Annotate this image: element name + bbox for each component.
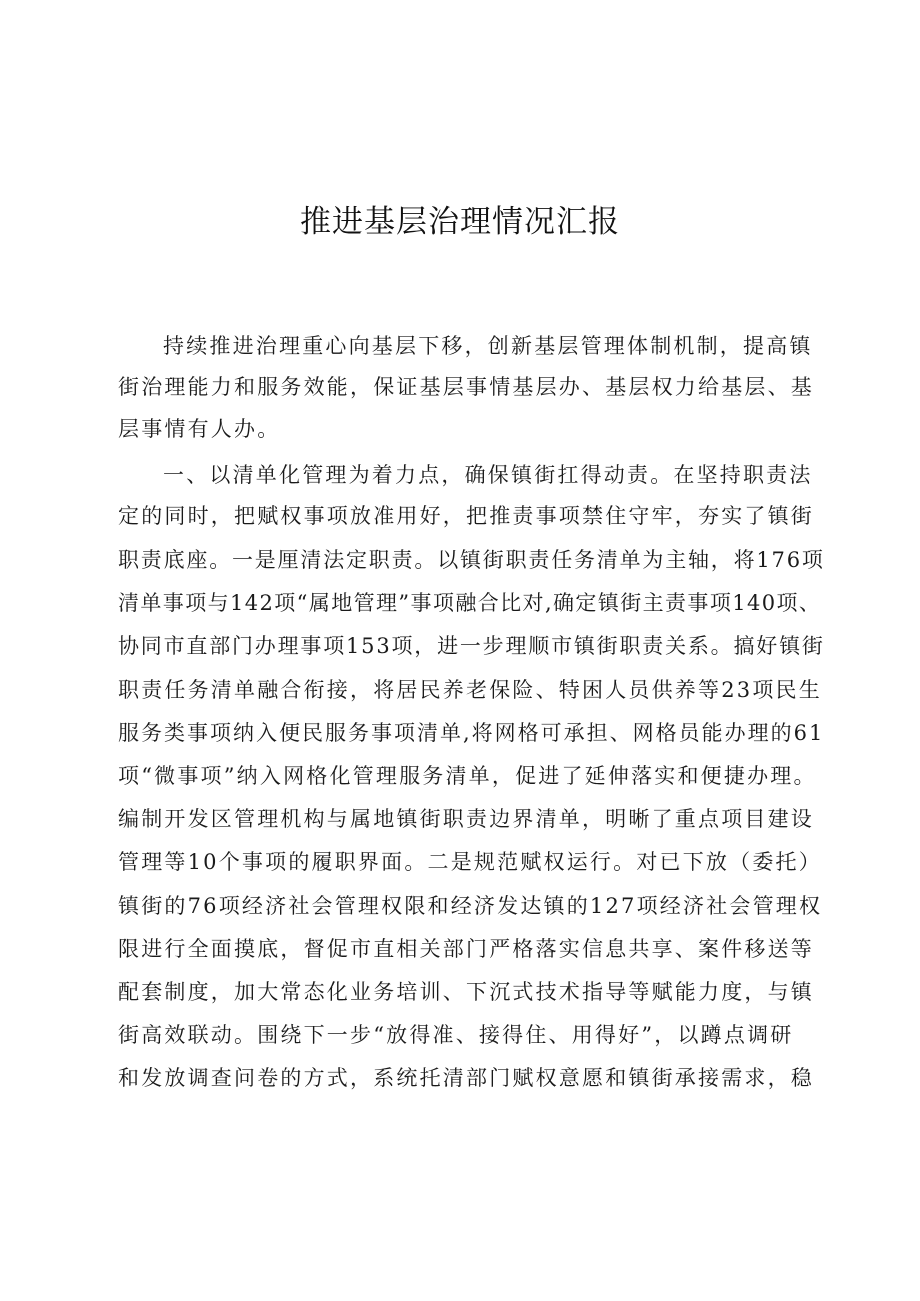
paragraph-line: 街治理能力和服务效能，保证基层事情基层办、基层权力给基层、基	[118, 375, 814, 399]
document-title: 推进基层治理情况汇报	[300, 204, 620, 240]
paragraph-line: 职责任务清单融合衔接，将居民养老保险、特困人员供养等23项民生	[118, 678, 822, 702]
paragraph-line: 限进行全面摸底，督促市直相关部门严格落实信息共享、案件移送等	[118, 937, 814, 961]
paragraph-line: 服务类事项纳入便民服务事项清单,将网格可承担、网格员能办理的61	[118, 721, 825, 745]
paragraph-line: 定的同时，把赋权事项放准用好，把推责事项禁住守牢，夯实了镇街	[118, 504, 814, 528]
paragraph-line: 一、以清单化管理为着力点，确保镇街扛得动责。在坚持职责法	[163, 463, 813, 487]
paragraph-line: 配套制度，加大常态化业务培训、下沉式技术指导等赋能力度，与镇	[118, 980, 814, 1004]
paragraph-line: 职责底座。一是厘清法定职责。以镇街职责任务清单为主轴，将176项	[118, 548, 825, 572]
paragraph-line: 和发放调查问卷的方式，系统托清部门赋权意愿和镇街承接需求，稳	[118, 1066, 814, 1090]
paragraph-line: 持续推进治理重心向基层下移，创新基层管理体制机制，提高镇	[163, 334, 813, 358]
paragraph-line: 管理等10个事项的履职界面。二是规范赋权运行。对已下放（委托）	[118, 850, 822, 874]
paragraph-line: 清单事项与142项“属地管理”事项融合比对,确定镇街主责事项140项、	[118, 591, 822, 615]
paragraph-line: 协同市直部门办理事项153项，进一步理顺市镇街职责关系。搞好镇街	[118, 634, 825, 658]
paragraph-line: 镇街的76项经济社会管理权限和经济发达镇的127项经济社会管理权	[118, 894, 823, 918]
paragraph-line: 项“微事项”纳入网格化管理服务清单，促进了延伸落实和便捷办理。	[118, 764, 817, 788]
paragraph-line: 编制开发区管理机构与属地镇街职责边界清单，明晰了重点项目建设	[118, 807, 814, 831]
paragraph-line: 街高效联动。围绕下一步“放得准、接得住、用得好”，以蹲点调研	[118, 1023, 794, 1047]
paragraph-line: 层事情有人办。	[118, 417, 281, 441]
